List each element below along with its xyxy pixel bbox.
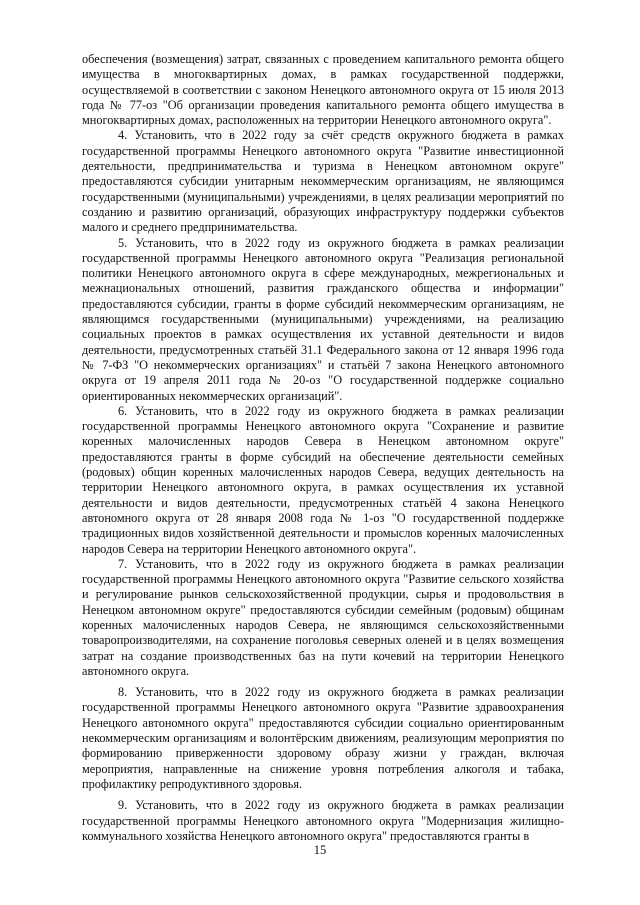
paragraph-item-9: 9. Установить, что в 2022 году из окружного бюджета в рамках реализации государственной программы Ненецкого автономного округа "Модернизация жилищно-коммунального хозяйства Ненецкого автономного округа" предоставляются гранты в [82, 798, 564, 843]
paragraph-item-6: 6. Установить, что в 2022 году из окружного бюджета в рамках реализации государственной программы Ненецкого автономного округа "Сохранение и развитие коренных малочисленных народов Севера в Ненецком автономном округе" предоставляются гранты в форме субсидий на обеспечение деятельности семейных (родовых) общин коренных малочисленных народов Севера, ведущих деятельность на территории Ненецкого автономного округа, в рамках осуществления их уставной деятельности и видов деятельности, предусмотренных статьёй 4 закона Ненецкого автономного округа от 28 января 2008 года № 1-оз "О государственной поддержке традиционных видов хозяйственной деятельности и промыслов коренных малочисленных народов Севера на территории Ненецкого автономного округа". [82, 403, 564, 556]
document-body [82, 52, 564, 844]
paragraph-item-7: 7. Установить, что в 2022 году из окружного бюджета в рамках реализации государственной программы Ненецкого автономного округа "Развитие сельского хозяйства и регулирование рынков сельскохозяйственной продукции, сырья и продовольствия в Ненецком автономном округе" предоставляются субсидии семейным (родовым) общинам коренных малочисленных народов Севера, не являющимся сельскохозяйственными товаропроизводителями, на сохранение поголовья северных оленей и в целях возмещения затрат на создание производственных баз на пути кочевий на территории Ненецкого автономного округа. [82, 556, 564, 678]
paragraph-item-4: 4. Установить, что в 2022 году за счёт средств окружного бюджета в рамках государственной программы Ненецкого автономного округа "Развитие инвестиционной деятельности, предпринимательства и туризма в Ненецком автономном округе" предоставляются субсидии унитарным некоммерческим организациям, не являющимся государственными (муниципальными) учреждениями, в целях реализации мероприятий по созданию и развитию организаций, образующих инфраструктуру поддержки субъектов малого и среднего предпринимательства. [82, 128, 564, 235]
paragraph-item-5: 5. Установить, что в 2022 году из окружного бюджета в рамках реализации государственной программы Ненецкого автономного округа "Реализация региональной политики Ненецкого автономного округа в сфере международных, межрегиональных и межнациональных отношений, развития гражданского общества и информации" предоставляются субсидии, гранты в форме субсидий некоммерческим организациям, не являющимся государственными (муниципальными) учреждениями, на реализацию социальных проектов в рамках осуществления их уставной деятельности и видов деятельности, предусмотренных статьёй 31.1 Федерального закона от 12 января 1996 года № 7-ФЗ "О некоммерческих организациях" и статьёй 7 закона Ненецкого автономного округа от 19 апреля 2011 года № 20-оз "О государственной поддержке социально ориентированных некоммерческих организаций". [82, 235, 564, 403]
paragraph-continued: обеспечения (возмещения) затрат, связанных с проведением капитального ремонта общего имущества в многоквартирных домах, в рамках государственной поддержки, осуществляемой в соответствии с законом Ненецкого автономного округа от 15 июля 2013 года № 77-оз "Об организации проведения капитального ремонта общего имущества в многоквартирных домах, расположенных на территории Ненецкого автономного округа". [82, 52, 564, 128]
page-number: 15 [313, 843, 327, 857]
paragraph-item-8: 8. Установить, что в 2022 году из окружного бюджета в рамках реализации государственной программы Ненецкого автономного округа "Развитие здравоохранения Ненецкого автономного округа" предоставляются субсидии социально ориентированным некоммерческим организациям и волонтёрским движениям, реализующим мероприятия по формированию приверженности здоровому образу жизни у граждан, включая мероприятия, направленные на снижение уровня потребления алкоголя и табака, профилактику репродуктивного здоровья. [82, 685, 564, 791]
